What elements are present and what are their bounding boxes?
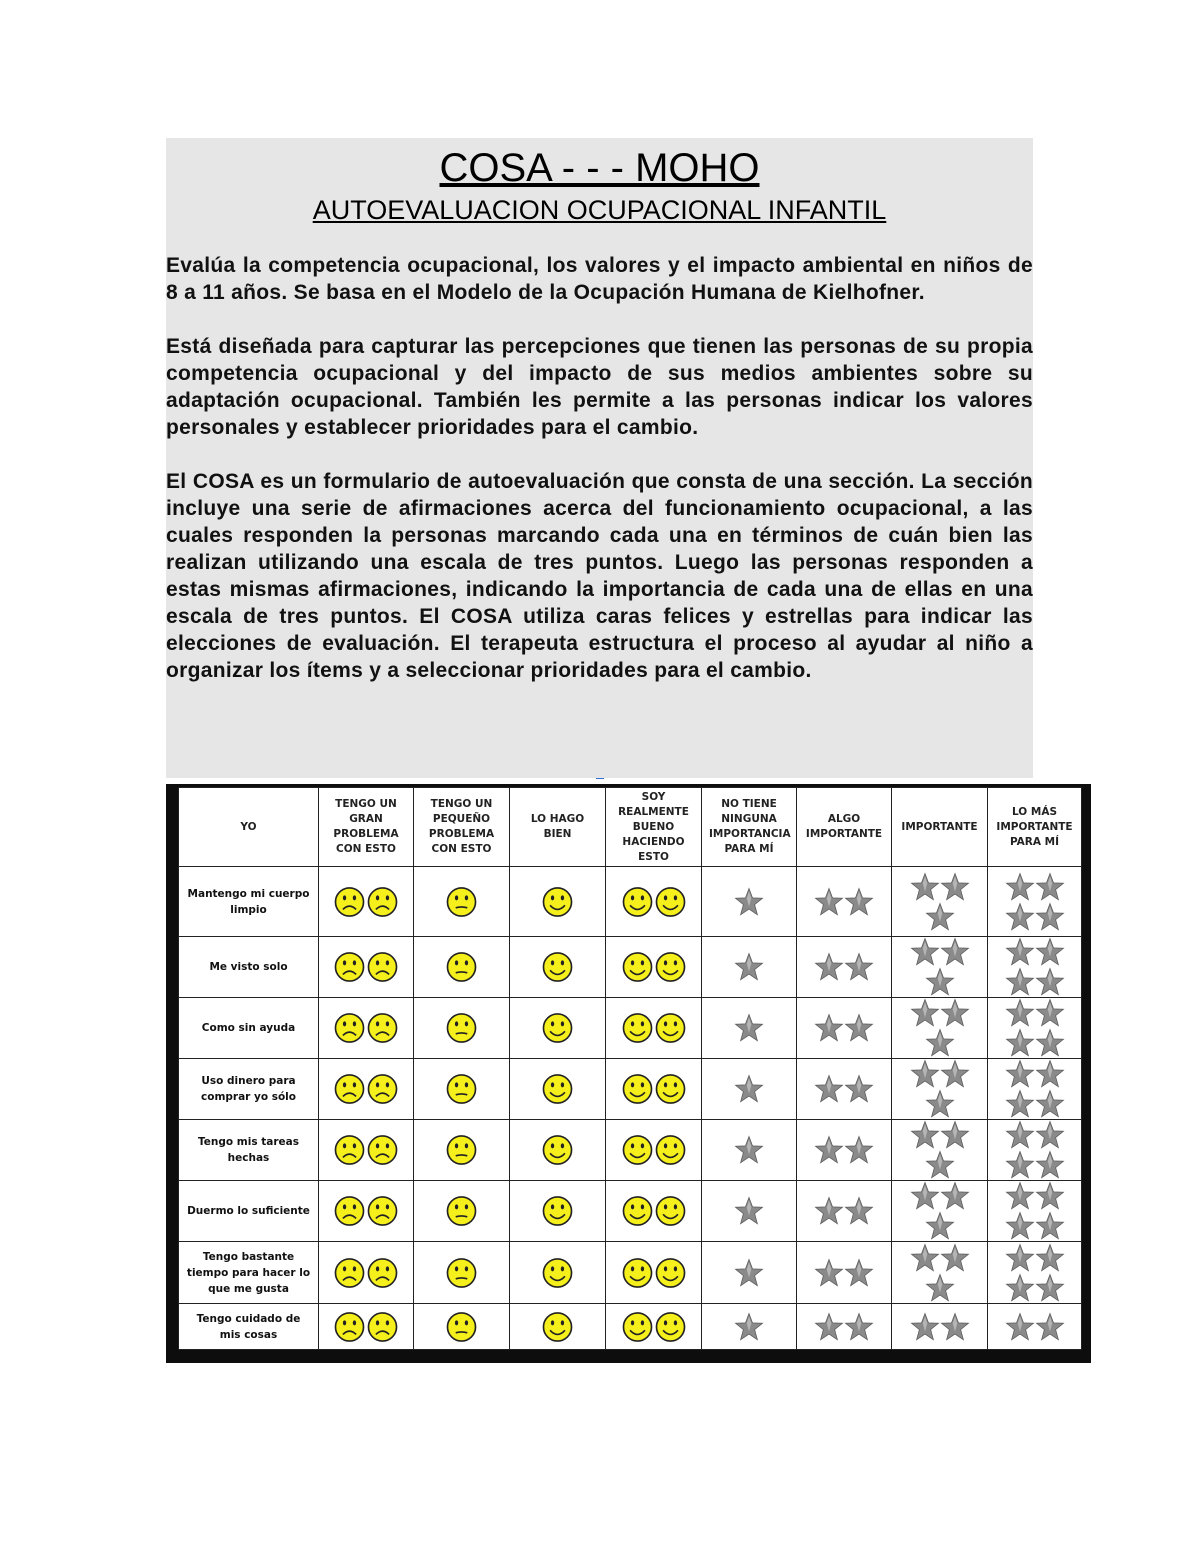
star-icon[interactable] <box>1005 872 1035 902</box>
cell-important[interactable] <box>892 937 988 998</box>
cell-somewhat-important[interactable] <box>797 1059 892 1120</box>
happy-face-icon[interactable] <box>541 1071 574 1107</box>
happy-face-icon[interactable] <box>621 1193 654 1229</box>
star-icon[interactable] <box>1005 998 1035 1028</box>
sad-face-icon[interactable] <box>333 1255 366 1291</box>
sad-face-icon[interactable] <box>366 1010 399 1046</box>
star-icon[interactable] <box>925 1089 955 1119</box>
star-icon[interactable] <box>940 1312 970 1342</box>
cell-most-important[interactable] <box>988 937 1082 998</box>
sad-face-icon[interactable] <box>366 884 399 920</box>
header-no-importance: NO TIENE NINGUNA IMPORTANCIA PARA MÍ <box>702 788 797 867</box>
star-icon[interactable] <box>1005 1059 1035 1089</box>
cell-important[interactable] <box>892 1059 988 1120</box>
star-icon[interactable] <box>925 1150 955 1180</box>
star-icon[interactable] <box>844 887 874 917</box>
star-icon[interactable] <box>940 1059 970 1089</box>
cell-somewhat-important[interactable] <box>797 1242 892 1304</box>
happy-face-icon[interactable] <box>621 884 654 920</box>
cell-no-importance[interactable] <box>702 1242 797 1304</box>
star-icon[interactable] <box>910 1243 940 1273</box>
happy-face-icon[interactable] <box>541 949 574 985</box>
happy-face-icon[interactable] <box>541 1309 574 1345</box>
star-icon[interactable] <box>910 998 940 1028</box>
cell-no-importance[interactable] <box>702 937 797 998</box>
cell-small-problem[interactable] <box>414 1304 510 1350</box>
happy-face-icon[interactable] <box>654 1193 687 1229</box>
happy-face-icon[interactable] <box>541 884 574 920</box>
star-icon[interactable] <box>925 1028 955 1058</box>
header-small-problem: TENGO UN PEQUEÑO PROBLEMA CON ESTO <box>414 788 510 867</box>
neutral-face-icon[interactable] <box>445 1255 478 1291</box>
cell-most-important[interactable] <box>988 1120 1082 1181</box>
cell-do-well[interactable] <box>510 1181 606 1242</box>
cell-most-important[interactable] <box>988 998 1082 1059</box>
cell-no-importance[interactable] <box>702 1181 797 1242</box>
paragraph-2: Está diseñada para capturar las percepciones que tienen las personas de su propia competencia ocupacional y del impacto de sus medios ambientes sobre su adaptación ocupacional. También les permite a las personas indicar los valores personales y establecer prioridades para el cambio. <box>166 335 1033 439</box>
item-label: Duermo lo suficiente <box>179 1181 319 1242</box>
cell-no-importance[interactable] <box>702 1120 797 1181</box>
happy-face-icon[interactable] <box>621 1255 654 1291</box>
neutral-face-icon[interactable] <box>445 949 478 985</box>
header-most-important: LO MÁS IMPORTANTE PARA MÍ <box>988 788 1082 867</box>
cell-most-important[interactable] <box>988 1242 1082 1304</box>
star-icon[interactable] <box>910 1181 940 1211</box>
cell-small-problem[interactable] <box>414 1181 510 1242</box>
cell-do-well[interactable] <box>510 1304 606 1350</box>
item-label: Tengo mis tareas hechas <box>179 1120 319 1181</box>
star-icon[interactable] <box>1005 1028 1035 1058</box>
star-icon[interactable] <box>1035 998 1065 1028</box>
cell-big-problem[interactable] <box>319 1120 414 1181</box>
cell-important[interactable] <box>892 1181 988 1242</box>
star-icon[interactable] <box>1005 1089 1035 1119</box>
cell-somewhat-important[interactable] <box>797 1181 892 1242</box>
cell-important[interactable] <box>892 1304 988 1350</box>
paragraph-3: El COSA es un formulario de autoevaluación que consta de una sección. La sección incluye una serie de afirmaciones acerca del funcionamiento ocupacional, a las cuales responden la personas marcando cada una en términos de cuán bien las realizan utilizando una escala de tres puntos. Luego las personas responden a estas mismas afirmaciones, indicando la importancia de cada una de ellas en una escala de tres puntos. El COSA utiliza caras felices y estrellas para indicar las elecciones de evaluación. El terapeuta estructura el proceso al ayudar al niño a organizar los ítems y a seleccionar prioridades para el cambio. <box>166 470 1033 682</box>
cell-really-good[interactable] <box>606 998 702 1059</box>
cell-really-good[interactable] <box>606 1181 702 1242</box>
cell-most-important[interactable] <box>988 1304 1082 1350</box>
star-icon[interactable] <box>940 1120 970 1150</box>
item-label: Como sin ayuda <box>179 998 319 1059</box>
happy-face-icon[interactable] <box>541 1255 574 1291</box>
neutral-face-icon[interactable] <box>445 1010 478 1046</box>
table-row <box>179 937 1082 998</box>
star-icon[interactable] <box>734 1074 764 1104</box>
table-row <box>179 867 1082 937</box>
table-row <box>179 998 1082 1059</box>
header-big-problem: TENGO UN GRAN PROBLEMA CON ESTO <box>319 788 414 867</box>
table-row <box>179 1120 1082 1181</box>
happy-face-icon[interactable] <box>654 1010 687 1046</box>
star-icon[interactable] <box>1005 1150 1035 1180</box>
star-icon[interactable] <box>734 887 764 917</box>
document-panel <box>166 138 1033 778</box>
happy-face-icon[interactable] <box>541 1193 574 1229</box>
header-yo: YO <box>179 788 319 867</box>
star-icon[interactable] <box>1005 937 1035 967</box>
happy-face-icon[interactable] <box>621 1309 654 1345</box>
happy-face-icon[interactable] <box>621 949 654 985</box>
neutral-face-icon[interactable] <box>445 1193 478 1229</box>
item-label: Me visto solo <box>179 937 319 998</box>
star-icon[interactable] <box>814 887 844 917</box>
star-icon[interactable] <box>1035 1059 1065 1089</box>
cell-really-good[interactable] <box>606 937 702 998</box>
star-icon[interactable] <box>1035 1273 1065 1303</box>
star-icon[interactable] <box>844 1074 874 1104</box>
cell-big-problem[interactable] <box>319 1059 414 1120</box>
cell-really-good[interactable] <box>606 1304 702 1350</box>
cell-no-importance[interactable] <box>702 1304 797 1350</box>
paragraph-1: Evalúa la competencia ocupacional, los valores y el impacto ambiental en niños de 8 a 11 años. Se basa en el Modelo de la Ocupación Humana de Kielhofner. <box>166 254 1033 304</box>
sad-face-icon[interactable] <box>333 1309 366 1345</box>
sad-face-icon[interactable] <box>366 1132 399 1168</box>
sad-face-icon[interactable] <box>366 949 399 985</box>
star-icon[interactable] <box>814 1013 844 1043</box>
star-icon[interactable] <box>925 902 955 932</box>
cell-small-problem[interactable] <box>414 1059 510 1120</box>
sad-face-icon[interactable] <box>333 884 366 920</box>
star-icon[interactable] <box>1005 902 1035 932</box>
small-mark <box>596 778 604 779</box>
star-icon[interactable] <box>940 872 970 902</box>
sad-face-icon[interactable] <box>333 949 366 985</box>
happy-face-icon[interactable] <box>654 1071 687 1107</box>
cell-somewhat-important[interactable] <box>797 998 892 1059</box>
star-icon[interactable] <box>1035 1211 1065 1241</box>
happy-face-icon[interactable] <box>654 949 687 985</box>
table-row <box>179 1304 1082 1350</box>
star-icon[interactable] <box>734 1013 764 1043</box>
star-icon[interactable] <box>1005 1312 1035 1342</box>
cell-really-good[interactable] <box>606 1120 702 1181</box>
cell-small-problem[interactable] <box>414 937 510 998</box>
cell-small-problem[interactable] <box>414 998 510 1059</box>
sad-face-icon[interactable] <box>366 1255 399 1291</box>
happy-face-icon[interactable] <box>621 1071 654 1107</box>
happy-face-icon[interactable] <box>541 1010 574 1046</box>
cell-no-importance[interactable] <box>702 867 797 937</box>
star-icon[interactable] <box>734 1312 764 1342</box>
cell-small-problem[interactable] <box>414 867 510 937</box>
cell-do-well[interactable] <box>510 1242 606 1304</box>
star-icon[interactable] <box>925 967 955 997</box>
cell-do-well[interactable] <box>510 1120 606 1181</box>
table-row <box>179 1242 1082 1304</box>
star-icon[interactable] <box>940 1181 970 1211</box>
star-icon[interactable] <box>734 1135 764 1165</box>
star-icon[interactable] <box>910 1312 940 1342</box>
star-icon[interactable] <box>734 1196 764 1226</box>
cell-somewhat-important[interactable] <box>797 937 892 998</box>
star-icon[interactable] <box>1035 1150 1065 1180</box>
cell-important[interactable] <box>892 1242 988 1304</box>
sad-face-icon[interactable] <box>333 1071 366 1107</box>
star-icon[interactable] <box>1005 1243 1035 1273</box>
star-icon[interactable] <box>1035 1312 1065 1342</box>
star-icon[interactable] <box>1035 1028 1065 1058</box>
cell-no-importance[interactable] <box>702 998 797 1059</box>
star-icon[interactable] <box>814 1312 844 1342</box>
star-icon[interactable] <box>814 1135 844 1165</box>
item-label: Mantengo mi cuerpo limpio <box>179 867 319 937</box>
happy-face-icon[interactable] <box>654 1309 687 1345</box>
star-icon[interactable] <box>1035 937 1065 967</box>
star-icon[interactable] <box>734 1258 764 1288</box>
star-icon[interactable] <box>1035 872 1065 902</box>
cell-do-well[interactable] <box>510 937 606 998</box>
cell-small-problem[interactable] <box>414 1242 510 1304</box>
happy-face-icon[interactable] <box>654 884 687 920</box>
neutral-face-icon[interactable] <box>445 1071 478 1107</box>
star-icon[interactable] <box>910 1120 940 1150</box>
star-icon[interactable] <box>844 1013 874 1043</box>
star-icon[interactable] <box>814 1258 844 1288</box>
star-icon[interactable] <box>1035 1120 1065 1150</box>
star-icon[interactable] <box>925 1211 955 1241</box>
cell-most-important[interactable] <box>988 867 1082 937</box>
star-icon[interactable] <box>1005 1181 1035 1211</box>
header-important: IMPORTANTE <box>892 788 988 867</box>
cell-small-problem[interactable] <box>414 1120 510 1181</box>
star-icon[interactable] <box>910 937 940 967</box>
star-icon[interactable] <box>844 1135 874 1165</box>
table-row <box>179 1059 1082 1120</box>
star-icon[interactable] <box>1005 967 1035 997</box>
cell-do-well[interactable] <box>510 998 606 1059</box>
happy-face-icon[interactable] <box>621 1132 654 1168</box>
cell-really-good[interactable] <box>606 1242 702 1304</box>
cell-do-well[interactable] <box>510 867 606 937</box>
star-icon[interactable] <box>940 937 970 967</box>
cell-somewhat-important[interactable] <box>797 1304 892 1350</box>
star-icon[interactable] <box>1005 1273 1035 1303</box>
neutral-face-icon[interactable] <box>445 884 478 920</box>
star-icon[interactable] <box>844 1258 874 1288</box>
sad-face-icon[interactable] <box>333 1193 366 1229</box>
cell-most-important[interactable] <box>988 1059 1082 1120</box>
star-icon[interactable] <box>940 1243 970 1273</box>
neutral-face-icon[interactable] <box>445 1309 478 1345</box>
star-icon[interactable] <box>1035 967 1065 997</box>
item-label: Tengo bastante tiempo para hacer lo que me gusta <box>179 1242 319 1304</box>
star-icon[interactable] <box>734 952 764 982</box>
cell-big-problem[interactable] <box>319 1181 414 1242</box>
document-title: COSA - - - MOHO <box>439 146 760 190</box>
star-icon[interactable] <box>814 1196 844 1226</box>
cell-most-important[interactable] <box>988 1181 1082 1242</box>
cosa-table <box>178 787 1082 1350</box>
star-icon[interactable] <box>844 952 874 982</box>
star-icon[interactable] <box>814 1074 844 1104</box>
star-icon[interactable] <box>1035 1181 1065 1211</box>
star-icon[interactable] <box>940 998 970 1028</box>
cell-somewhat-important[interactable] <box>797 867 892 937</box>
cell-big-problem[interactable] <box>319 867 414 937</box>
document-subtitle: AUTOEVALUACION OCUPACIONAL INFANTIL <box>312 195 887 225</box>
star-icon[interactable] <box>910 1059 940 1089</box>
happy-face-icon[interactable] <box>654 1255 687 1291</box>
cell-important[interactable] <box>892 867 988 937</box>
star-icon[interactable] <box>1035 1243 1065 1273</box>
cell-really-good[interactable] <box>606 1059 702 1120</box>
cell-important[interactable] <box>892 998 988 1059</box>
cell-big-problem[interactable] <box>319 1304 414 1350</box>
table-row <box>179 1181 1082 1242</box>
star-icon[interactable] <box>1035 1089 1065 1119</box>
header-somewhat-important: ALGO IMPORTANTE <box>797 788 892 867</box>
item-label: Uso dinero para comprar yo sólo <box>179 1059 319 1120</box>
star-icon[interactable] <box>814 952 844 982</box>
cell-big-problem[interactable] <box>319 1242 414 1304</box>
cosa-table-frame <box>166 784 1091 1363</box>
cell-big-problem[interactable] <box>319 937 414 998</box>
happy-face-icon[interactable] <box>654 1132 687 1168</box>
star-icon[interactable] <box>1035 902 1065 932</box>
sad-face-icon[interactable] <box>333 1010 366 1046</box>
cell-big-problem[interactable] <box>319 998 414 1059</box>
sad-face-icon[interactable] <box>366 1309 399 1345</box>
header-do-well: LO HAGO BIEN <box>510 788 606 867</box>
happy-face-icon[interactable] <box>621 1010 654 1046</box>
item-label: Tengo cuidado de mis cosas <box>179 1304 319 1350</box>
star-icon[interactable] <box>1005 1211 1035 1241</box>
star-icon[interactable] <box>1005 1120 1035 1150</box>
star-icon[interactable] <box>844 1312 874 1342</box>
cell-no-importance[interactable] <box>702 1059 797 1120</box>
neutral-face-icon[interactable] <box>445 1132 478 1168</box>
sad-face-icon[interactable] <box>333 1132 366 1168</box>
cell-do-well[interactable] <box>510 1059 606 1120</box>
cell-really-good[interactable] <box>606 867 702 937</box>
sad-face-icon[interactable] <box>366 1193 399 1229</box>
sad-face-icon[interactable] <box>366 1071 399 1107</box>
happy-face-icon[interactable] <box>541 1132 574 1168</box>
header-really-good: SOY REALMENTE BUENO HACIENDO ESTO <box>606 788 702 867</box>
star-icon[interactable] <box>925 1273 955 1303</box>
star-icon[interactable] <box>844 1196 874 1226</box>
table-header-row <box>179 788 1082 867</box>
cell-somewhat-important[interactable] <box>797 1120 892 1181</box>
star-icon[interactable] <box>910 872 940 902</box>
cell-important[interactable] <box>892 1120 988 1181</box>
